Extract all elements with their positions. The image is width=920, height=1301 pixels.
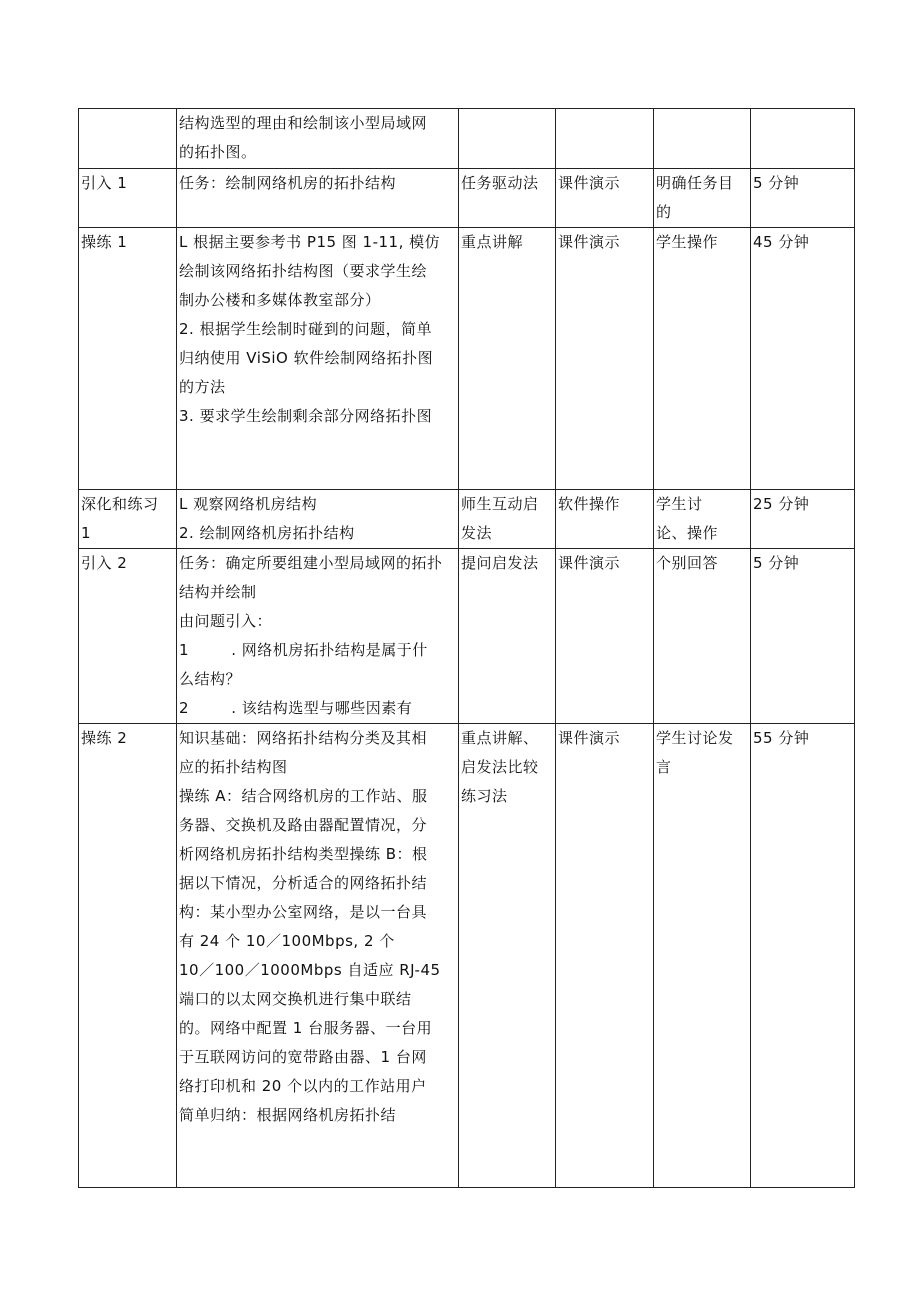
method-cell (459, 490, 556, 549)
time-label: 5 分钟 (753, 554, 800, 572)
content-cell (177, 109, 459, 169)
method-cell (459, 549, 556, 724)
content-line: 端口的以太网交换机进行集中联结 (179, 990, 412, 1008)
time-cell (751, 724, 855, 1188)
content-line: 由问题引入： (179, 612, 273, 630)
time-cell (751, 549, 855, 724)
activity-cell (654, 490, 751, 549)
table-row (79, 724, 855, 1188)
means-cell (556, 228, 654, 490)
content-line: 操练 A：结合网络机房的工作站、服 (179, 787, 428, 805)
stage-cell (79, 228, 177, 490)
activity-cell (654, 228, 751, 490)
time-label: 25 分钟 (753, 495, 810, 513)
lesson-plan-table (78, 108, 855, 1188)
stage-label: 引入 2 (81, 554, 128, 572)
stage-cell (79, 109, 177, 169)
content-line: 络打印机和 20 个以内的工作站用户 (179, 1077, 427, 1095)
means-line: 软件操作 (558, 495, 621, 513)
activity-line: 学生讨论发 (656, 729, 734, 747)
activity-line: 的 (656, 203, 672, 221)
content-line: 归纳使用 ViSiO 软件绘制网络拓扑图 (179, 349, 434, 367)
content-line: 结构选型的理由和绘制该小型局域网 (179, 114, 428, 132)
means-line: 课件演示 (558, 174, 621, 192)
means-cell (556, 169, 654, 228)
content-line: L 观察网络机房结构 (179, 495, 318, 513)
content-line: 2. 绘制网络机房拓扑结构 (179, 524, 355, 542)
content-cell (177, 228, 459, 490)
stage-label: 引入 1 (81, 174, 128, 192)
stage-cell (79, 490, 177, 549)
method-cell (459, 228, 556, 490)
activity-cell (654, 109, 751, 169)
method-line: 启发法比较 (461, 758, 539, 776)
stage-label: 操练 1 (81, 233, 128, 251)
activity-line: 学生操作 (656, 233, 719, 251)
method-cell (459, 109, 556, 169)
content-line: 的拓扑图。 (179, 143, 257, 161)
content-line: 绘制该网络拓扑结构图（要求学生绘 (179, 262, 428, 280)
content-line: 应的拓扑结构图 (179, 758, 288, 776)
content-cell (177, 549, 459, 724)
stage-label: 操练 2 (81, 729, 128, 747)
stage-label: 深化和练习 (81, 495, 159, 513)
method-cell (459, 169, 556, 228)
content-line: 10／100／1000Mbps 自适应 RJ-45 (179, 961, 441, 979)
content-line: 么结构？ (179, 670, 242, 688)
lesson-plan-body (79, 109, 855, 1188)
activity-line: 学生讨 (656, 495, 703, 513)
table-row (79, 490, 855, 549)
content-cell (177, 490, 459, 549)
content-line: 2. 根据学生绘制时碰到的问题，简单 (179, 320, 433, 338)
activity-line: 言 (656, 758, 672, 776)
content-line: 务器、交换机及路由器配置情况，分 (179, 816, 428, 834)
stage-cell (79, 169, 177, 228)
time-cell (751, 169, 855, 228)
means-line: 课件演示 (558, 554, 621, 572)
activity-line: 个别回答 (656, 554, 719, 572)
means-cell (556, 724, 654, 1188)
content-cell (177, 169, 459, 228)
stage-label: 1 (81, 524, 92, 542)
content-line: 任务：绘制网络机房的拓扑结构 (179, 174, 397, 192)
time-cell (751, 490, 855, 549)
table-row (79, 169, 855, 228)
content-line: 据以下情况，分析适合的网络拓扑结 (179, 874, 428, 892)
table-row (79, 549, 855, 724)
content-line: 3. 要求学生绘制剩余部分网络拓扑图 (179, 407, 433, 425)
content-cell (177, 724, 459, 1188)
stage-cell (79, 549, 177, 724)
content-line: 的。网络中配置 1 台服务器、一台用 (179, 1019, 433, 1037)
content-line: 1 . 网络机房拓扑结构是属于什 (179, 641, 428, 659)
method-line: 重点讲解 (461, 233, 524, 251)
time-cell (751, 109, 855, 169)
content-line: 构：某小型办公室网络，是以一台具 (179, 903, 428, 921)
time-cell (751, 228, 855, 490)
activity-cell (654, 169, 751, 228)
content-line: 制办公楼和多媒体教室部分） (179, 291, 381, 309)
method-line: 重点讲解、 (461, 729, 539, 747)
method-line: 发法 (461, 524, 493, 542)
means-line: 课件演示 (558, 233, 621, 251)
content-line: 任务：确定所要组建小型局域网的拓扑 (179, 554, 443, 572)
table-row (79, 109, 855, 169)
activity-line: 明确任务目 (656, 174, 734, 192)
means-cell (556, 490, 654, 549)
method-line: 提问启发法 (461, 554, 539, 572)
content-line: 简单归纳：根据网络机房拓扑结 (179, 1106, 397, 1124)
content-line: 结构并绘制 (179, 583, 257, 601)
means-cell (556, 549, 654, 724)
method-line: 师生互动启 (461, 495, 539, 513)
activity-cell (654, 724, 751, 1188)
method-cell (459, 724, 556, 1188)
content-line: 的方法 (179, 378, 226, 396)
activity-cell (654, 549, 751, 724)
means-line: 课件演示 (558, 729, 621, 747)
content-line: 有 24 个 10／100Mbps, 2 个 (179, 932, 395, 950)
content-line: L 根据主要参考书 P15 图 1-11, 模仿 (179, 233, 441, 251)
content-line: 于互联网访问的宽带路由器、1 台网 (179, 1048, 427, 1066)
content-line: 2 . 该结构选型与哪些因素有 (179, 699, 413, 717)
time-label: 5 分钟 (753, 174, 800, 192)
table-row (79, 228, 855, 490)
activity-line: 论、操作 (656, 524, 719, 542)
content-line: 析网络机房拓扑结构类型操练 B：根 (179, 845, 428, 863)
content-line: 知识基础：网络拓扑结构分类及其相 (179, 729, 428, 747)
time-label: 45 分钟 (753, 233, 810, 251)
stage-cell (79, 724, 177, 1188)
method-line: 任务驱动法 (461, 174, 539, 192)
time-label: 55 分钟 (753, 729, 810, 747)
method-line: 练习法 (461, 787, 508, 805)
means-cell (556, 109, 654, 169)
